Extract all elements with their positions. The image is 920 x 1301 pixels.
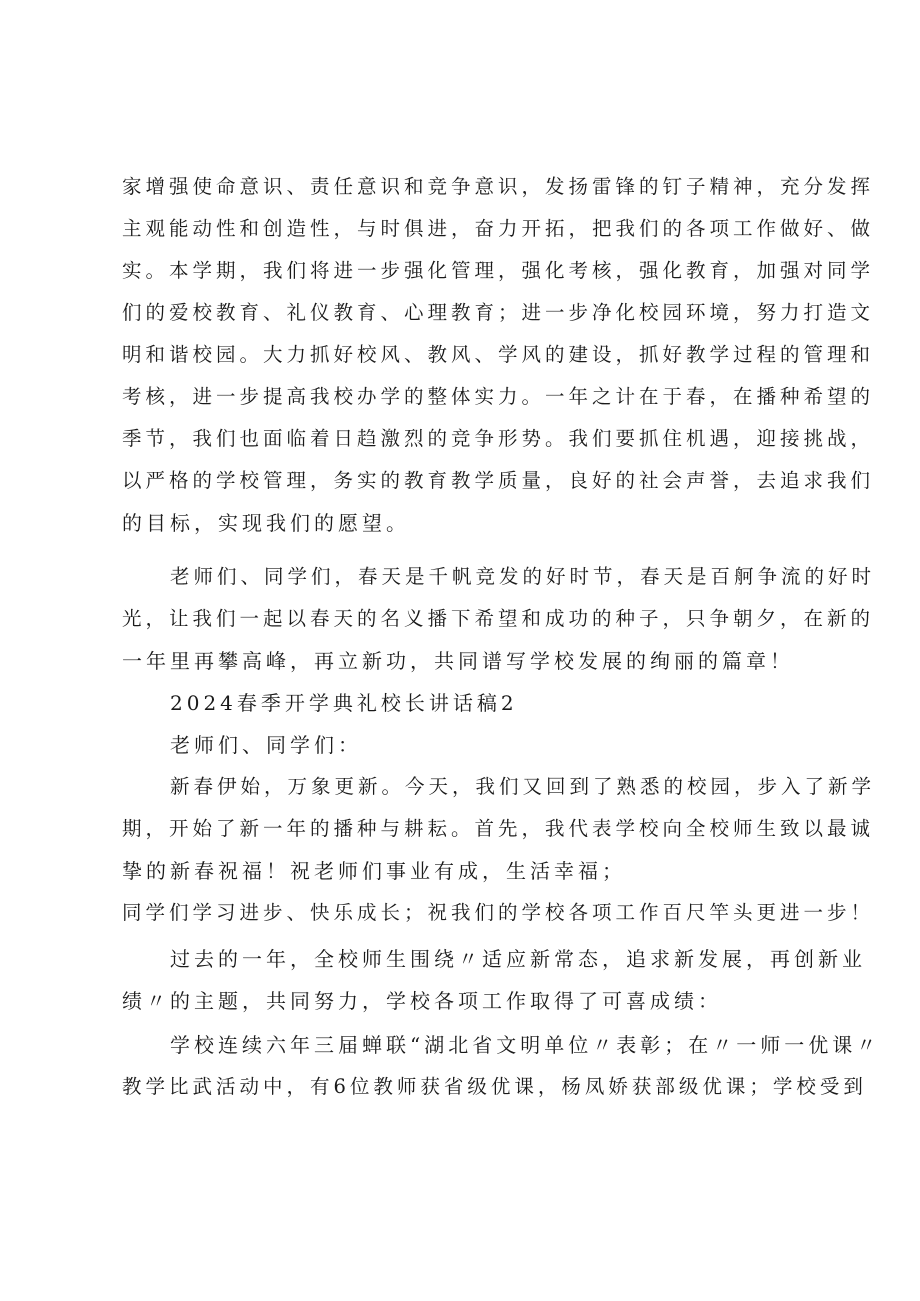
- text-line: 老师们、同学们，春天是千帆竞发的好时节，春天是百舸争流的好时: [170, 565, 876, 588]
- text-line: 主观能动性和创造性，与时俱进，奋力开拓，把我们的各项工作做好、做: [122, 217, 875, 240]
- text-line: 一年里再攀高峰，再立新功，共同谱写学校发展的绚丽的篇章！: [122, 649, 794, 673]
- text-line: 同学们学习进步、快乐成长；祝我们的学校各项工作百尺竿头更进一步！: [122, 901, 875, 924]
- text-line: 新春伊始，万象更新。今天，我们又回到了熟悉的校园，步入了新学: [170, 775, 876, 798]
- text-line: 们的爱校教育、礼仪教育、心理教育；进一步净化校园环境，努力打造文: [122, 301, 875, 324]
- text-line: 学校连续六年三届蝉联“湖北省文明单位〃表彰；在〃一师一优课〃: [170, 1033, 881, 1057]
- text-line: 考核，进一步提高我校办学的整体实力。一年之计在于春，在播种希望的: [122, 385, 875, 408]
- text-line: 过去的一年，全校师生围绕〃适应新常态，追求新发展，再创新业: [170, 947, 866, 971]
- text-line: 的目标，实现我们的愿望。: [122, 511, 410, 535]
- section-heading: 2024春季开学典礼校长讲话稿2: [170, 691, 518, 715]
- text-line: 明和谐校园。大力抓好校风、教风、学风的建设，抓好教学过程的管理和: [122, 343, 875, 366]
- text-line: 实。本学期，我们将进一步强化管理，强化考核，强化教育，加强对同学: [122, 259, 875, 282]
- text-line: 期，开始了新一年的播种与耕耘。首先，我代表学校向全校师生致以最诚: [122, 817, 875, 840]
- text-line: 家增强使命意识、责任意识和竞争意识，发扬雷锋的钉子精神，充分发挥: [122, 175, 875, 198]
- text-line: 教学比武活动中，有6位教师获省级优课，杨凤娇获部级优课；学校受到: [122, 1075, 867, 1098]
- salutation: 老师们、同学们：: [170, 733, 362, 757]
- text-line: 绩〃的主题，共同努力，学校各项工作取得了可喜成绩：: [122, 989, 722, 1013]
- text-line: 季节，我们也面临着日趋激烈的竞争形势。我们要抓住机遇，迎接挑战，: [122, 427, 875, 450]
- text-line: 光，让我们一起以春天的名义播下希望和成功的种子，只争朝夕，在新的: [122, 607, 875, 630]
- text-line: 以严格的学校管理，务实的教育教学质量，良好的社会声誉，去追求我们: [122, 469, 875, 492]
- text-line: 挚的新春祝福！祝老师们事业有成，生活幸福；: [122, 859, 626, 883]
